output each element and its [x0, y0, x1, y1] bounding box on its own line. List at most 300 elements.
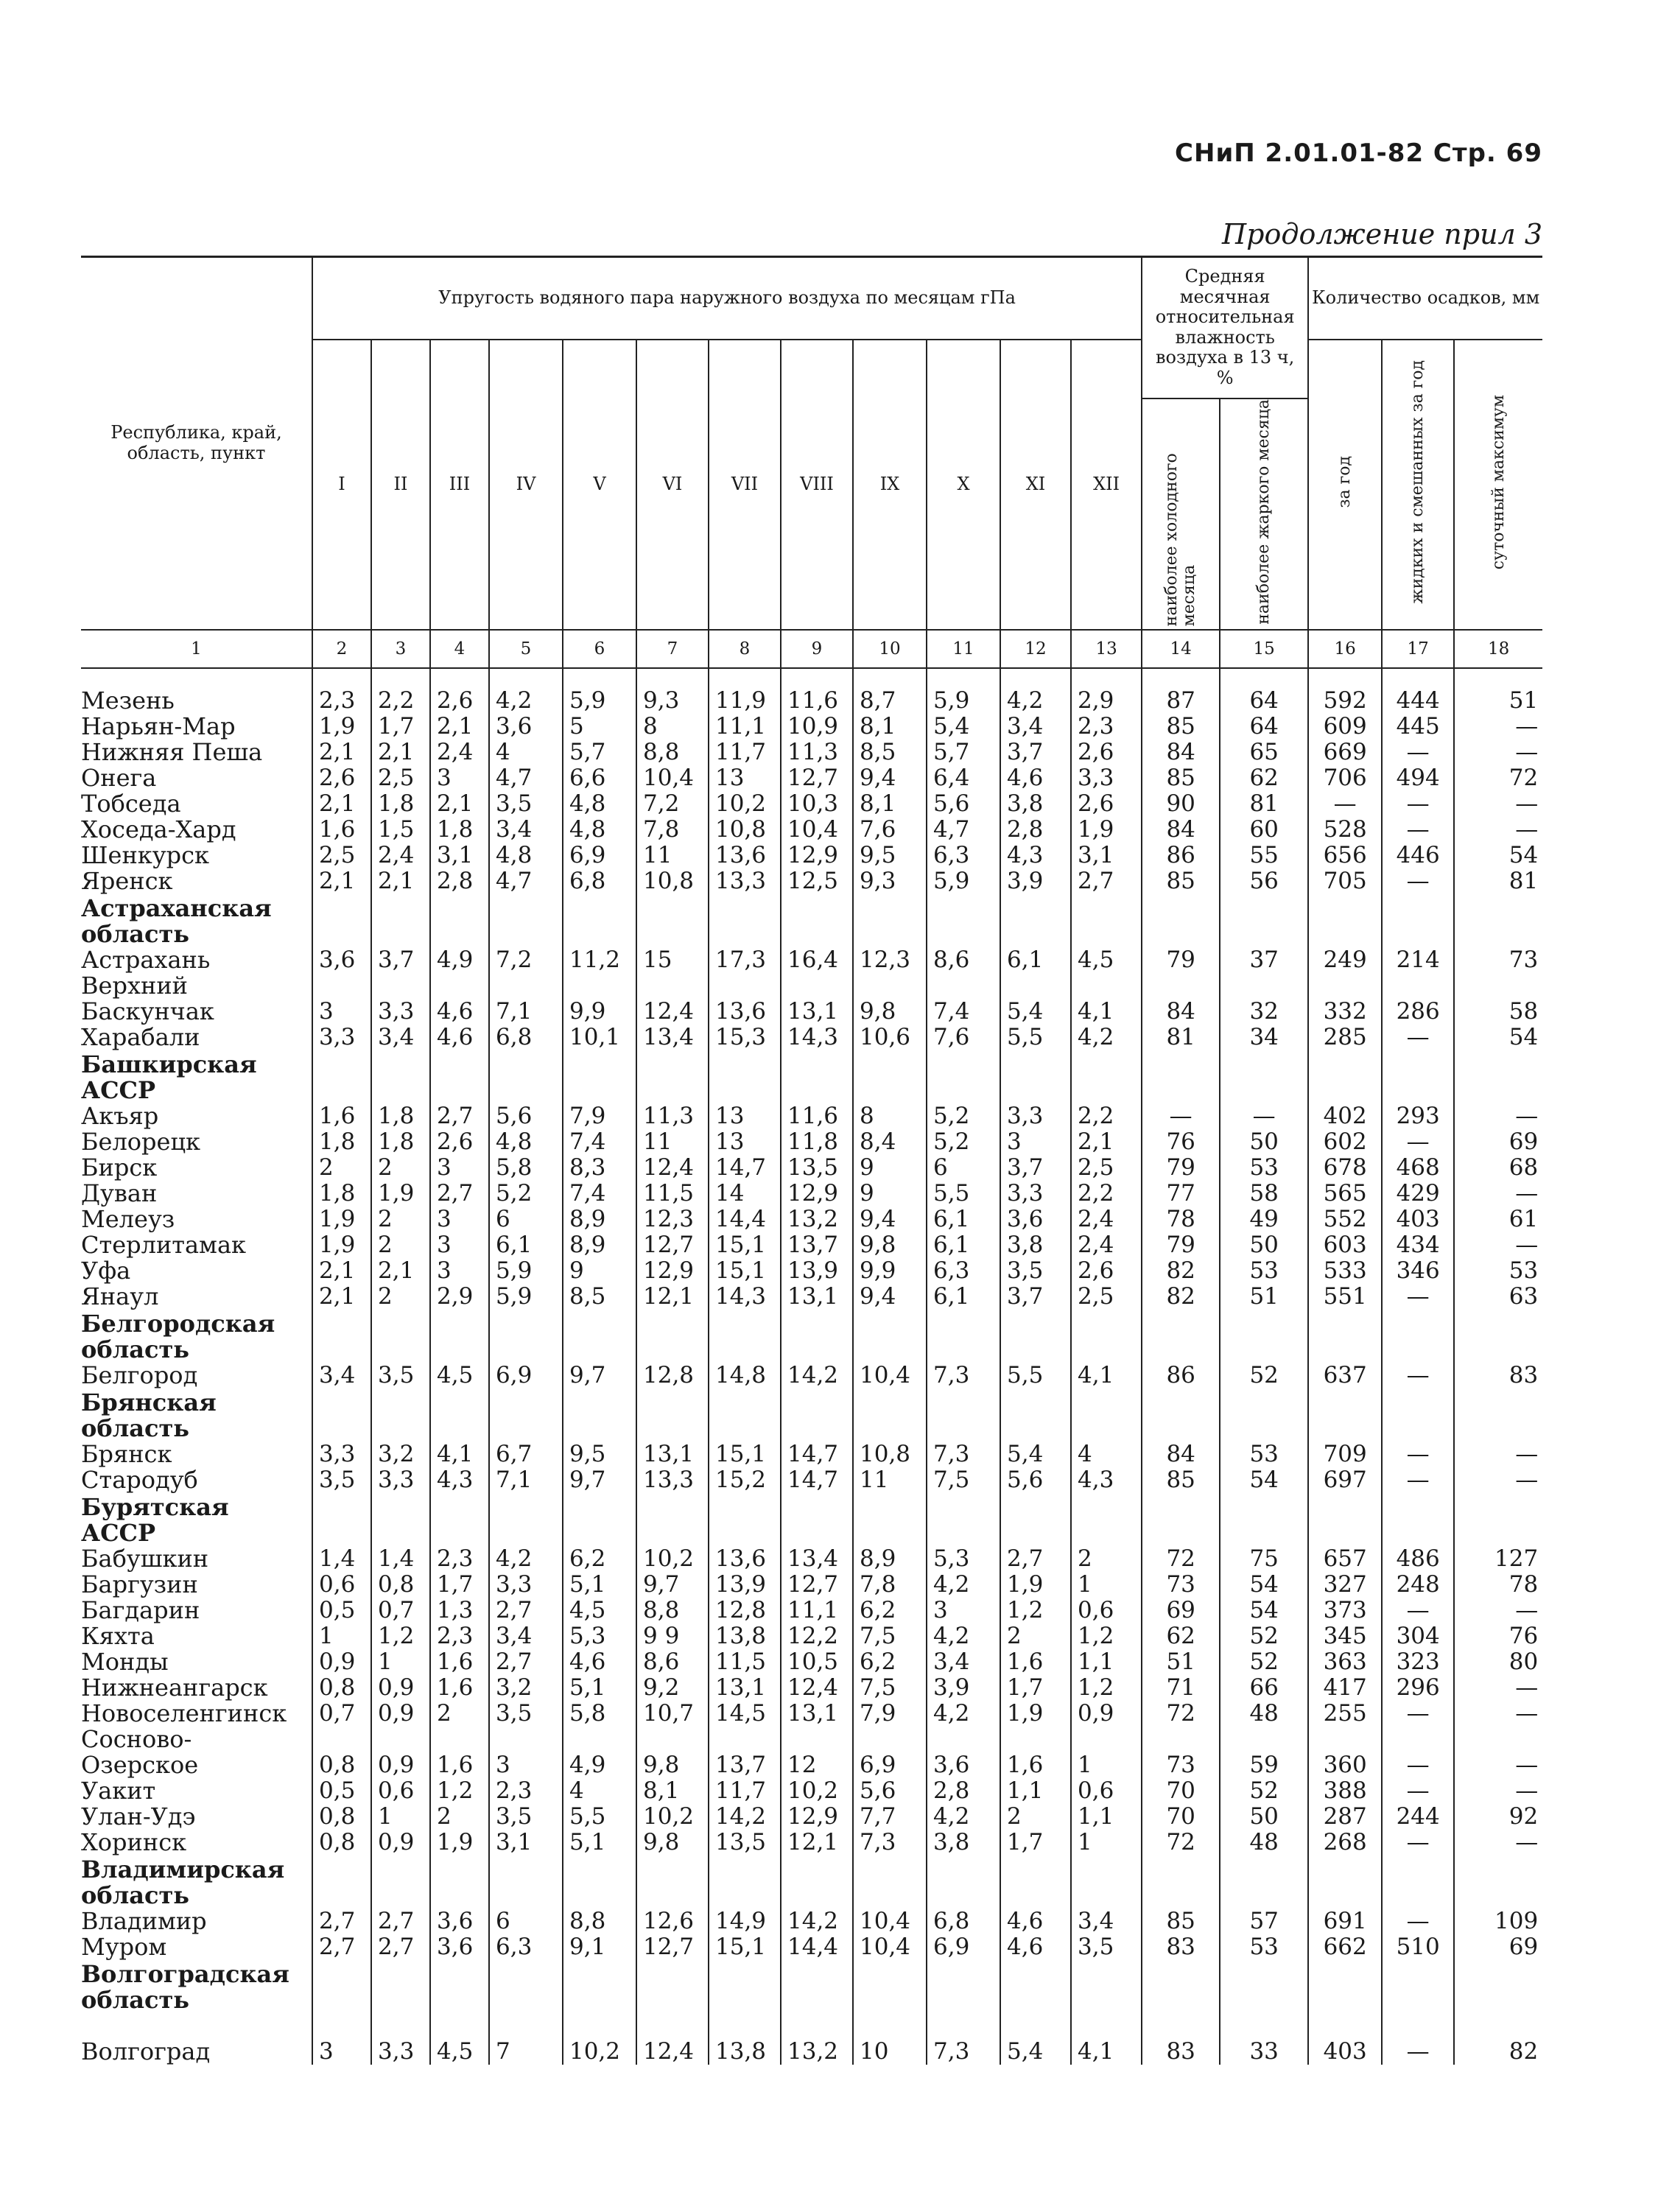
table-cell: 5,9: [927, 688, 1000, 714]
table-cell: 9,8: [853, 973, 927, 1025]
table-cell: 533: [1308, 1258, 1382, 1284]
table-cell: —: [1382, 1442, 1454, 1467]
table-cell: 287: [1308, 1804, 1382, 1830]
table-cell: 5,9: [489, 1284, 563, 1310]
table-cell: 10,9: [781, 714, 853, 740]
column-header-precip-liquid: жидких и смешанных за год: [1382, 340, 1454, 630]
region-row: [81, 1493, 1542, 1546]
table-cell: 70: [1142, 1804, 1220, 1830]
table-cell: 3,5: [489, 791, 563, 817]
table-row: [81, 1207, 1542, 1232]
table-cell: 6,1: [1000, 947, 1071, 973]
table-cell: —: [1454, 1103, 1542, 1129]
table-cell: 12,4: [781, 1675, 853, 1701]
table-cell: 7,5: [927, 1467, 1000, 1493]
table-cell: 10,2: [563, 2013, 636, 2065]
table-row: [81, 1701, 1542, 1727]
table-cell: 6,8: [927, 1909, 1000, 1934]
table-cell: 87: [1142, 688, 1220, 714]
table-cell: 3,8: [927, 1830, 1000, 1855]
table-cell: 8,9: [563, 1207, 636, 1232]
table-cell: 13,1: [781, 1284, 853, 1310]
table-cell: 11: [853, 1467, 927, 1493]
table-cell: 9,4: [853, 765, 927, 791]
table-cell: 58: [1220, 1181, 1308, 1207]
table-cell: 52: [1220, 1623, 1308, 1649]
table-cell: 388: [1308, 1778, 1382, 1804]
table-cell: 4,8: [489, 843, 563, 868]
table-cell: 5,9: [927, 868, 1000, 894]
table-cell: 10,4: [853, 1363, 927, 1388]
table-row: [81, 1442, 1542, 1467]
table-cell: 603: [1308, 1232, 1382, 1258]
table-cell: 285: [1308, 1025, 1382, 1050]
table-cell: 5,8: [489, 1155, 563, 1181]
table-cell: 84: [1142, 740, 1220, 765]
table-cell: 81: [1142, 1025, 1220, 1050]
table-cell: 10,8: [853, 1442, 927, 1467]
table-cell: 7,2: [636, 791, 709, 817]
table-cell: 1,8: [430, 817, 489, 843]
table-cell: 13,5: [781, 1155, 853, 1181]
station-name: Белгород: [81, 1362, 198, 1388]
table-cell: 2,6: [312, 765, 371, 791]
table-cell: 12,7: [781, 765, 853, 791]
table-spacer: [81, 668, 1542, 688]
table-cell: 510: [1382, 1934, 1454, 1960]
table-cell: 2: [312, 1155, 371, 1181]
table-cell: 12,1: [636, 1284, 709, 1310]
column-number-17: 17: [1382, 630, 1454, 668]
table-cell: 8,5: [563, 1284, 636, 1310]
table-cell: 494: [1382, 765, 1454, 791]
station-name: Яренск: [81, 868, 173, 894]
table-cell: 1,9: [312, 1232, 371, 1258]
table-cell: 4,7: [927, 817, 1000, 843]
table-cell: 7,3: [927, 2013, 1000, 2065]
table-row: [81, 740, 1542, 765]
table-cell: 2,6: [1071, 740, 1142, 765]
table-cell: 9,5: [853, 843, 927, 868]
table-cell: 3,1: [430, 843, 489, 868]
table-cell: 7,9: [563, 1103, 636, 1129]
table-cell: 565: [1308, 1181, 1382, 1207]
table-cell: 697: [1308, 1467, 1382, 1493]
table-cell: 12,3: [853, 947, 927, 973]
station-name: Дуван: [81, 1180, 158, 1207]
table-cell: 1,6: [430, 1675, 489, 1701]
table-cell: 255: [1308, 1701, 1382, 1727]
table-cell: 85: [1142, 1909, 1220, 1934]
table-cell: 4,8: [563, 791, 636, 817]
table-cell: 13,8: [709, 1623, 781, 1649]
column-number-6: 6: [563, 630, 636, 668]
table-cell: 69: [1142, 1598, 1220, 1623]
region-name: Башкирская АССР: [81, 1050, 257, 1103]
table-cell: 73: [1142, 1572, 1220, 1598]
month-header-10: X: [927, 340, 1000, 630]
table-cell: 709: [1308, 1442, 1382, 1467]
table-cell: 11: [636, 843, 709, 868]
table-cell: 2,3: [430, 1623, 489, 1649]
month-header-12: XII: [1071, 340, 1142, 630]
table-cell: 8,9: [563, 1232, 636, 1258]
table-cell: 2,6: [1071, 1258, 1142, 1284]
table-cell: 657: [1308, 1546, 1382, 1572]
table-cell: —: [1382, 1129, 1454, 1155]
station-name: Бирск: [81, 1154, 158, 1181]
column-header-precipitation: Количество осадков, мм: [1308, 257, 1542, 340]
table-cell: 9,8: [853, 1232, 927, 1258]
table-cell: 7,5: [853, 1623, 927, 1649]
table-cell: 2,3: [312, 688, 371, 714]
table-cell: 2,1: [312, 791, 371, 817]
table-cell: 2: [1071, 1546, 1142, 1572]
table-cell: 4: [563, 1778, 636, 1804]
table-cell: 15,1: [709, 1232, 781, 1258]
table-cell: 1: [1071, 1830, 1142, 1855]
table-cell: 5: [563, 714, 636, 740]
table-cell: 13,7: [781, 1232, 853, 1258]
table-cell: 1,6: [312, 817, 371, 843]
table-cell: 551: [1308, 1284, 1382, 1310]
table-cell: 59: [1220, 1727, 1308, 1778]
table-cell: 6,1: [927, 1284, 1000, 1310]
table-cell: 14,4: [781, 1934, 853, 1960]
region-row: [81, 1855, 1542, 1909]
table-cell: 13,9: [781, 1258, 853, 1284]
table-cell: 12,4: [636, 973, 709, 1025]
table-cell: 0,9: [371, 1675, 430, 1701]
table-cell: 54: [1220, 1572, 1308, 1598]
table-cell: 6: [489, 1207, 563, 1232]
table-cell: 7,1: [489, 973, 563, 1025]
table-cell: 64: [1220, 688, 1308, 714]
table-cell: 417: [1308, 1675, 1382, 1701]
column-number-18: 18: [1454, 630, 1542, 668]
region-name: Бурятская АССР: [81, 1492, 229, 1546]
table-cell: —: [1454, 714, 1542, 740]
table-cell: 6,8: [489, 1025, 563, 1050]
table-cell: —: [1454, 1727, 1542, 1778]
table-cell: 54: [1220, 1598, 1308, 1623]
table-cell: 9,9: [853, 1258, 927, 1284]
table-cell: 12,1: [781, 1830, 853, 1855]
table-cell: 1,6: [312, 1103, 371, 1129]
table-row: [81, 1598, 1542, 1623]
table-cell: 80: [1454, 1649, 1542, 1675]
table-row: [81, 1909, 1542, 1934]
table-cell: 363: [1308, 1649, 1382, 1675]
table-cell: 13,7: [709, 1727, 781, 1778]
table-cell: 86: [1142, 843, 1220, 868]
table-cell: 3,6: [430, 1934, 489, 1960]
table-cell: 2,7: [1000, 1546, 1071, 1572]
table-cell: 13,6: [709, 843, 781, 868]
station-name: Харабали: [81, 1024, 200, 1050]
table-cell: 2,1: [1071, 1129, 1142, 1155]
table-cell: 1,6: [430, 1649, 489, 1675]
station-name: Уфа: [81, 1257, 131, 1284]
table-cell: 327: [1308, 1572, 1382, 1598]
table-cell: 85: [1142, 714, 1220, 740]
column-number-2: 2: [312, 630, 371, 668]
table-cell: —: [1454, 1675, 1542, 1701]
table-cell: 345: [1308, 1623, 1382, 1649]
table-cell: 9,9: [563, 973, 636, 1025]
table-cell: 5,3: [927, 1546, 1000, 1572]
table-cell: 69: [1454, 1934, 1542, 1960]
table-row: [81, 973, 1542, 1025]
table-cell: 4,9: [563, 1727, 636, 1778]
table-cell: 0,5: [312, 1778, 371, 1804]
table-cell: 1,6: [1000, 1649, 1071, 1675]
station-name: Нижнеангарск: [81, 1674, 268, 1701]
table-cell: 73: [1454, 947, 1542, 973]
table-cell: 84: [1142, 973, 1220, 1025]
table-cell: 3,7: [1000, 1155, 1071, 1181]
table-cell: 6,9: [563, 843, 636, 868]
table-cell: 85: [1142, 765, 1220, 791]
table-cell: —: [1454, 791, 1542, 817]
table-cell: —: [1382, 1727, 1454, 1778]
table-cell: 10,4: [636, 765, 709, 791]
table-cell: 15,1: [709, 1934, 781, 1960]
table-cell: 0,8: [371, 1572, 430, 1598]
station-name: Мелеуз: [81, 1206, 175, 1232]
column-number-8: 8: [709, 630, 781, 668]
column-number-12: 12: [1000, 630, 1071, 668]
table-cell: 3,6: [312, 947, 371, 973]
table-cell: 2: [1000, 1623, 1071, 1649]
table-cell: 82: [1142, 1258, 1220, 1284]
table-cell: 11,6: [781, 1103, 853, 1129]
table-cell: 50: [1220, 1232, 1308, 1258]
table-cell: 3,5: [1000, 1258, 1071, 1284]
table-cell: 4,7: [489, 868, 563, 894]
table-cell: 4,5: [430, 2013, 489, 2065]
table-cell: 78: [1142, 1207, 1220, 1232]
table-cell: 10,7: [636, 1701, 709, 1727]
table-cell: 2: [371, 1207, 430, 1232]
table-cell: 12,3: [636, 1207, 709, 1232]
table-cell: 9,4: [853, 1284, 927, 1310]
page-header: СНиП 2.01.01-82 Стр. 69: [1175, 138, 1542, 168]
table-cell: 1,1: [1000, 1778, 1071, 1804]
table-cell: 72: [1142, 1701, 1220, 1727]
table-cell: 11,5: [709, 1649, 781, 1675]
table-cell: 5,2: [927, 1129, 1000, 1155]
table-cell: 5,1: [563, 1572, 636, 1598]
table-cell: 12,9: [781, 1804, 853, 1830]
table-cell: 53: [1220, 1258, 1308, 1284]
table-cell: 4,1: [430, 1442, 489, 1467]
table-cell: 14,9: [709, 1909, 781, 1934]
table-cell: 1,8: [371, 1129, 430, 1155]
table-cell: 7,9: [853, 1701, 927, 1727]
table-cell: 78: [1454, 1572, 1542, 1598]
table-cell: 1,6: [430, 1727, 489, 1778]
table-cell: 12,9: [636, 1258, 709, 1284]
table-cell: 10,8: [709, 817, 781, 843]
table-cell: 9: [563, 1258, 636, 1284]
table-cell: 14,2: [709, 1804, 781, 1830]
table-cell: 6,6: [563, 765, 636, 791]
column-number-7: 7: [636, 630, 709, 668]
table-cell: 528: [1308, 817, 1382, 843]
table-cell: 7,4: [563, 1129, 636, 1155]
table-cell: —: [1382, 1284, 1454, 1310]
table-cell: 429: [1382, 1181, 1454, 1207]
table-cell: 2,9: [1071, 688, 1142, 714]
month-header-2: II: [371, 340, 430, 630]
table-cell: 65: [1220, 740, 1308, 765]
table-cell: 72: [1142, 1546, 1220, 1572]
table-cell: 5,4: [1000, 2013, 1071, 2065]
table-cell: 248: [1382, 1572, 1454, 1598]
table-cell: 1,8: [312, 1181, 371, 1207]
table-cell: 4,3: [430, 1467, 489, 1493]
region-row: [81, 1960, 1542, 2013]
station-name: Стерлитамак: [81, 1232, 247, 1258]
table-cell: 4,5: [430, 1363, 489, 1388]
table-cell: 1: [371, 1804, 430, 1830]
table-cell: 5,4: [927, 714, 1000, 740]
table-cell: 14,4: [709, 1207, 781, 1232]
table-cell: —: [1220, 1103, 1308, 1129]
table-cell: 9,2: [636, 1675, 709, 1701]
station-name: Монды: [81, 1649, 169, 1675]
table-cell: 403: [1308, 2013, 1382, 2065]
region-name: Владимирская область: [81, 1855, 285, 1909]
table-cell: 55: [1220, 843, 1308, 868]
table-cell: 13: [709, 765, 781, 791]
table-cell: 0,6: [312, 1572, 371, 1598]
table-cell: 3: [430, 1232, 489, 1258]
table-cell: 669: [1308, 740, 1382, 765]
table-cell: 13,4: [781, 1546, 853, 1572]
table-cell: 402: [1308, 1103, 1382, 1129]
table-cell: —: [1382, 1363, 1454, 1388]
table-cell: 5,9: [563, 688, 636, 714]
column-number-13: 13: [1071, 630, 1142, 668]
table-cell: 4,6: [563, 1649, 636, 1675]
table-cell: 6,1: [489, 1232, 563, 1258]
table-cell: 552: [1308, 1207, 1382, 1232]
table-cell: —: [1454, 1467, 1542, 1493]
table-cell: 10,4: [781, 817, 853, 843]
table-cell: 2,6: [1071, 791, 1142, 817]
month-header-4: IV: [489, 340, 563, 630]
region-name: Астраханская область: [81, 893, 272, 947]
table-cell: 592: [1308, 688, 1382, 714]
month-header-1: I: [312, 340, 371, 630]
table-row: [81, 1258, 1542, 1284]
table-cell: 4,2: [927, 1701, 1000, 1727]
table-cell: 6,7: [489, 1442, 563, 1467]
table-cell: 2,3: [1071, 714, 1142, 740]
region-row: [81, 894, 1542, 947]
month-header-11: XI: [1000, 340, 1071, 630]
table-cell: 5,5: [1000, 1363, 1071, 1388]
table-cell: 6,9: [489, 1363, 563, 1388]
table-cell: 7,4: [927, 973, 1000, 1025]
table-cell: 11: [636, 1129, 709, 1155]
table-cell: 2,8: [927, 1778, 1000, 1804]
table-cell: 5,7: [927, 740, 1000, 765]
table-body: [81, 668, 1542, 2065]
continuation-label: Продолжение прил 3: [1222, 218, 1542, 250]
table-cell: 52: [1220, 1363, 1308, 1388]
table-cell: 4,3: [1071, 1467, 1142, 1493]
table-cell: 3,4: [1000, 714, 1071, 740]
table-cell: 85: [1142, 1467, 1220, 1493]
table-cell: 2,7: [312, 1934, 371, 1960]
table-cell: 50: [1220, 1129, 1308, 1155]
table-cell: 1,7: [371, 714, 430, 740]
table-cell: 13,1: [636, 1442, 709, 1467]
table-cell: 1,3: [430, 1598, 489, 1623]
table-cell: 360: [1308, 1727, 1382, 1778]
table-row: [81, 1623, 1542, 1649]
station-name: Владимир: [81, 1908, 207, 1934]
table-cell: 8,8: [636, 1598, 709, 1623]
table-cell: 14,3: [781, 1025, 853, 1050]
table-cell: 1,7: [430, 1572, 489, 1598]
table-row: [81, 1727, 1542, 1778]
table-cell: 6,2: [853, 1598, 927, 1623]
table-cell: 14,2: [781, 1909, 853, 1934]
table-cell: 678: [1308, 1155, 1382, 1181]
table-cell: 53: [1220, 1934, 1308, 1960]
table-cell: 3,8: [1000, 1232, 1071, 1258]
station-name: Акъяр: [81, 1103, 159, 1129]
table-cell: 4,1: [1071, 973, 1142, 1025]
table-cell: —: [1454, 740, 1542, 765]
station-name: Тобседа: [81, 790, 181, 817]
table-cell: 1,8: [371, 1103, 430, 1129]
table-cell: —: [1454, 1701, 1542, 1727]
table-cell: 2,1: [312, 740, 371, 765]
table-cell: 109: [1454, 1909, 1542, 1934]
table-cell: 9: [853, 1155, 927, 1181]
table-cell: 72: [1454, 765, 1542, 791]
table-cell: 4,2: [927, 1804, 1000, 1830]
table-cell: 2,7: [1071, 868, 1142, 894]
region-name: Брянская область: [81, 1388, 217, 1442]
table-cell: 32: [1220, 973, 1308, 1025]
table-cell: 3: [430, 1207, 489, 1232]
table-cell: 9,3: [636, 688, 709, 714]
table-cell: 1,9: [312, 714, 371, 740]
table-cell: 2,2: [371, 688, 430, 714]
table-cell: 1: [312, 1623, 371, 1649]
table-cell: 3,5: [312, 1467, 371, 1493]
column-header-humidity: Средняя месячная относительная влажность воздуха в 13 ч, %: [1142, 257, 1308, 398]
station-name: Хоседа-Хард: [81, 816, 236, 843]
table-cell: 3,7: [1000, 740, 1071, 765]
table-cell: 13,1: [781, 973, 853, 1025]
table-cell: 0,5: [312, 1598, 371, 1623]
table-cell: 62: [1142, 1623, 1220, 1649]
table-cell: 10,2: [781, 1778, 853, 1804]
table-cell: 5,4: [1000, 1442, 1071, 1467]
table-row: [81, 868, 1542, 894]
table-cell: 602: [1308, 1129, 1382, 1155]
table-cell: —: [1382, 1701, 1454, 1727]
table-cell: 1,9: [430, 1830, 489, 1855]
table-cell: —: [1454, 1830, 1542, 1855]
